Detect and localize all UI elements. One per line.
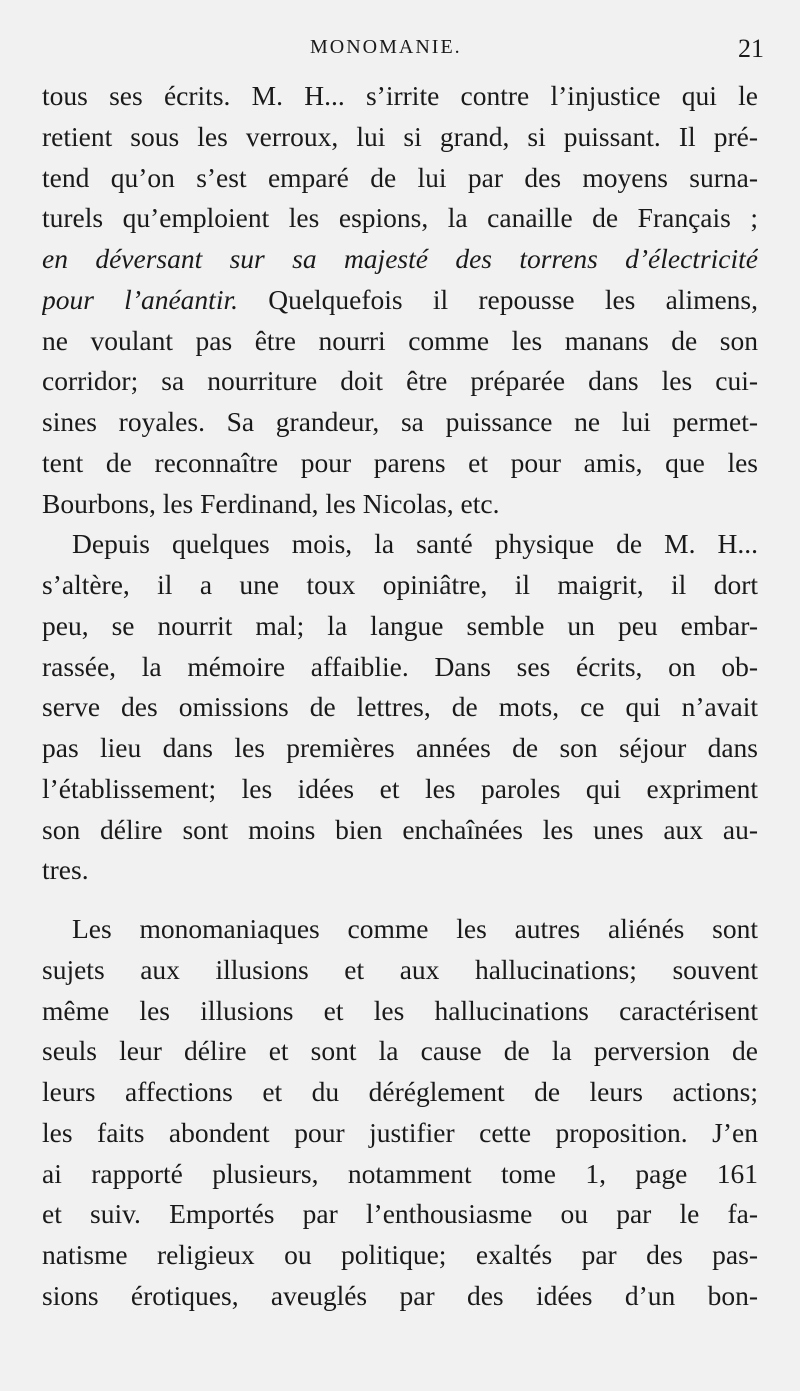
text-line: sujets aux illusions et aux hallucinations; souvent xyxy=(42,953,758,985)
italic-text: pour l’anéantir. xyxy=(42,283,238,315)
text-line: pour l’anéantir. Quelquefois il repousse les alimens, xyxy=(42,283,758,315)
page-header xyxy=(0,36,800,76)
text-line: Les monomaniaques comme les autres aliénés sont xyxy=(72,913,758,944)
text-line: tres. xyxy=(42,854,89,886)
text-line: tent de reconnaître pour parens et pour amis, que les xyxy=(42,446,758,478)
text-line xyxy=(42,239,758,280)
text-line: même les illusions et les hallucinations caractérisent xyxy=(42,994,758,1026)
text-line: Depuis quelques mois, la santé physique de M. H... xyxy=(72,528,758,560)
text-line: ne voulant pas être nourri comme les manans de son xyxy=(42,324,758,356)
text-line: ai rapporté plusieurs, notamment tome 1, page 161 xyxy=(42,1157,758,1189)
text-line: corridor; sa nourriture doit être préparée dans les cui- xyxy=(42,365,758,397)
text-line: tous ses écrits. M. H... s’irrite contre l’injustice qui le xyxy=(42,80,758,111)
text-line: seuls leur délire et sont la cause de la perversion de xyxy=(42,1035,758,1067)
italic-text: en déversant sur sa majesté des torrens d’électricité xyxy=(42,243,758,274)
page-number: 21 xyxy=(738,34,764,63)
text-line: turels qu’emploient les espions, la canaille de Français ; xyxy=(42,202,758,234)
text-line: s’altère, il a une toux opiniâtre, il maigrit, il dort xyxy=(42,569,758,600)
body-text xyxy=(42,76,758,1317)
text-line: sines royales. Sa grandeur, sa puissance ne lui permet- xyxy=(42,406,758,437)
text-line: serve des omissions de lettres, de mots, ce qui n’avait xyxy=(42,691,758,723)
text-line: natisme religieux ou politique; exaltés par des pas- xyxy=(42,1239,758,1270)
text-line: et suiv. Emportés par l’enthousiasme ou par le fa- xyxy=(42,1198,758,1230)
text-line: rassée, la mémoire affaiblie. Dans ses écrits, on ob- xyxy=(42,650,758,682)
text-line: les faits abondent pour justifier cette proposition. J’en xyxy=(42,1116,758,1148)
paragraph-gap xyxy=(42,891,758,909)
text-line: sions érotiques, aveuglés par des idées d’un bon- xyxy=(42,1279,758,1311)
text-line: leurs affections et du déréglement de leurs actions; xyxy=(42,1076,758,1107)
text-line: retient sous les verroux, lui si grand, si puissant. Il pré- xyxy=(42,120,758,152)
text-line: pas lieu dans les premières années de son séjour dans xyxy=(42,732,758,763)
text-line: l’établissement; les idées et les paroles qui expriment xyxy=(42,772,758,804)
text-line: peu, se nourrit mal; la langue semble un peu embar- xyxy=(42,609,758,641)
text-line: Bourbons, les Ferdinand, les Nicolas, etc. xyxy=(42,487,500,519)
text-line: son délire sont moins bien enchaînées les unes aux au- xyxy=(42,813,758,845)
text-line: tend qu’on s’est emparé de lui par des moyens surna- xyxy=(42,161,758,193)
running-title: MONOMANIE. xyxy=(310,36,462,58)
